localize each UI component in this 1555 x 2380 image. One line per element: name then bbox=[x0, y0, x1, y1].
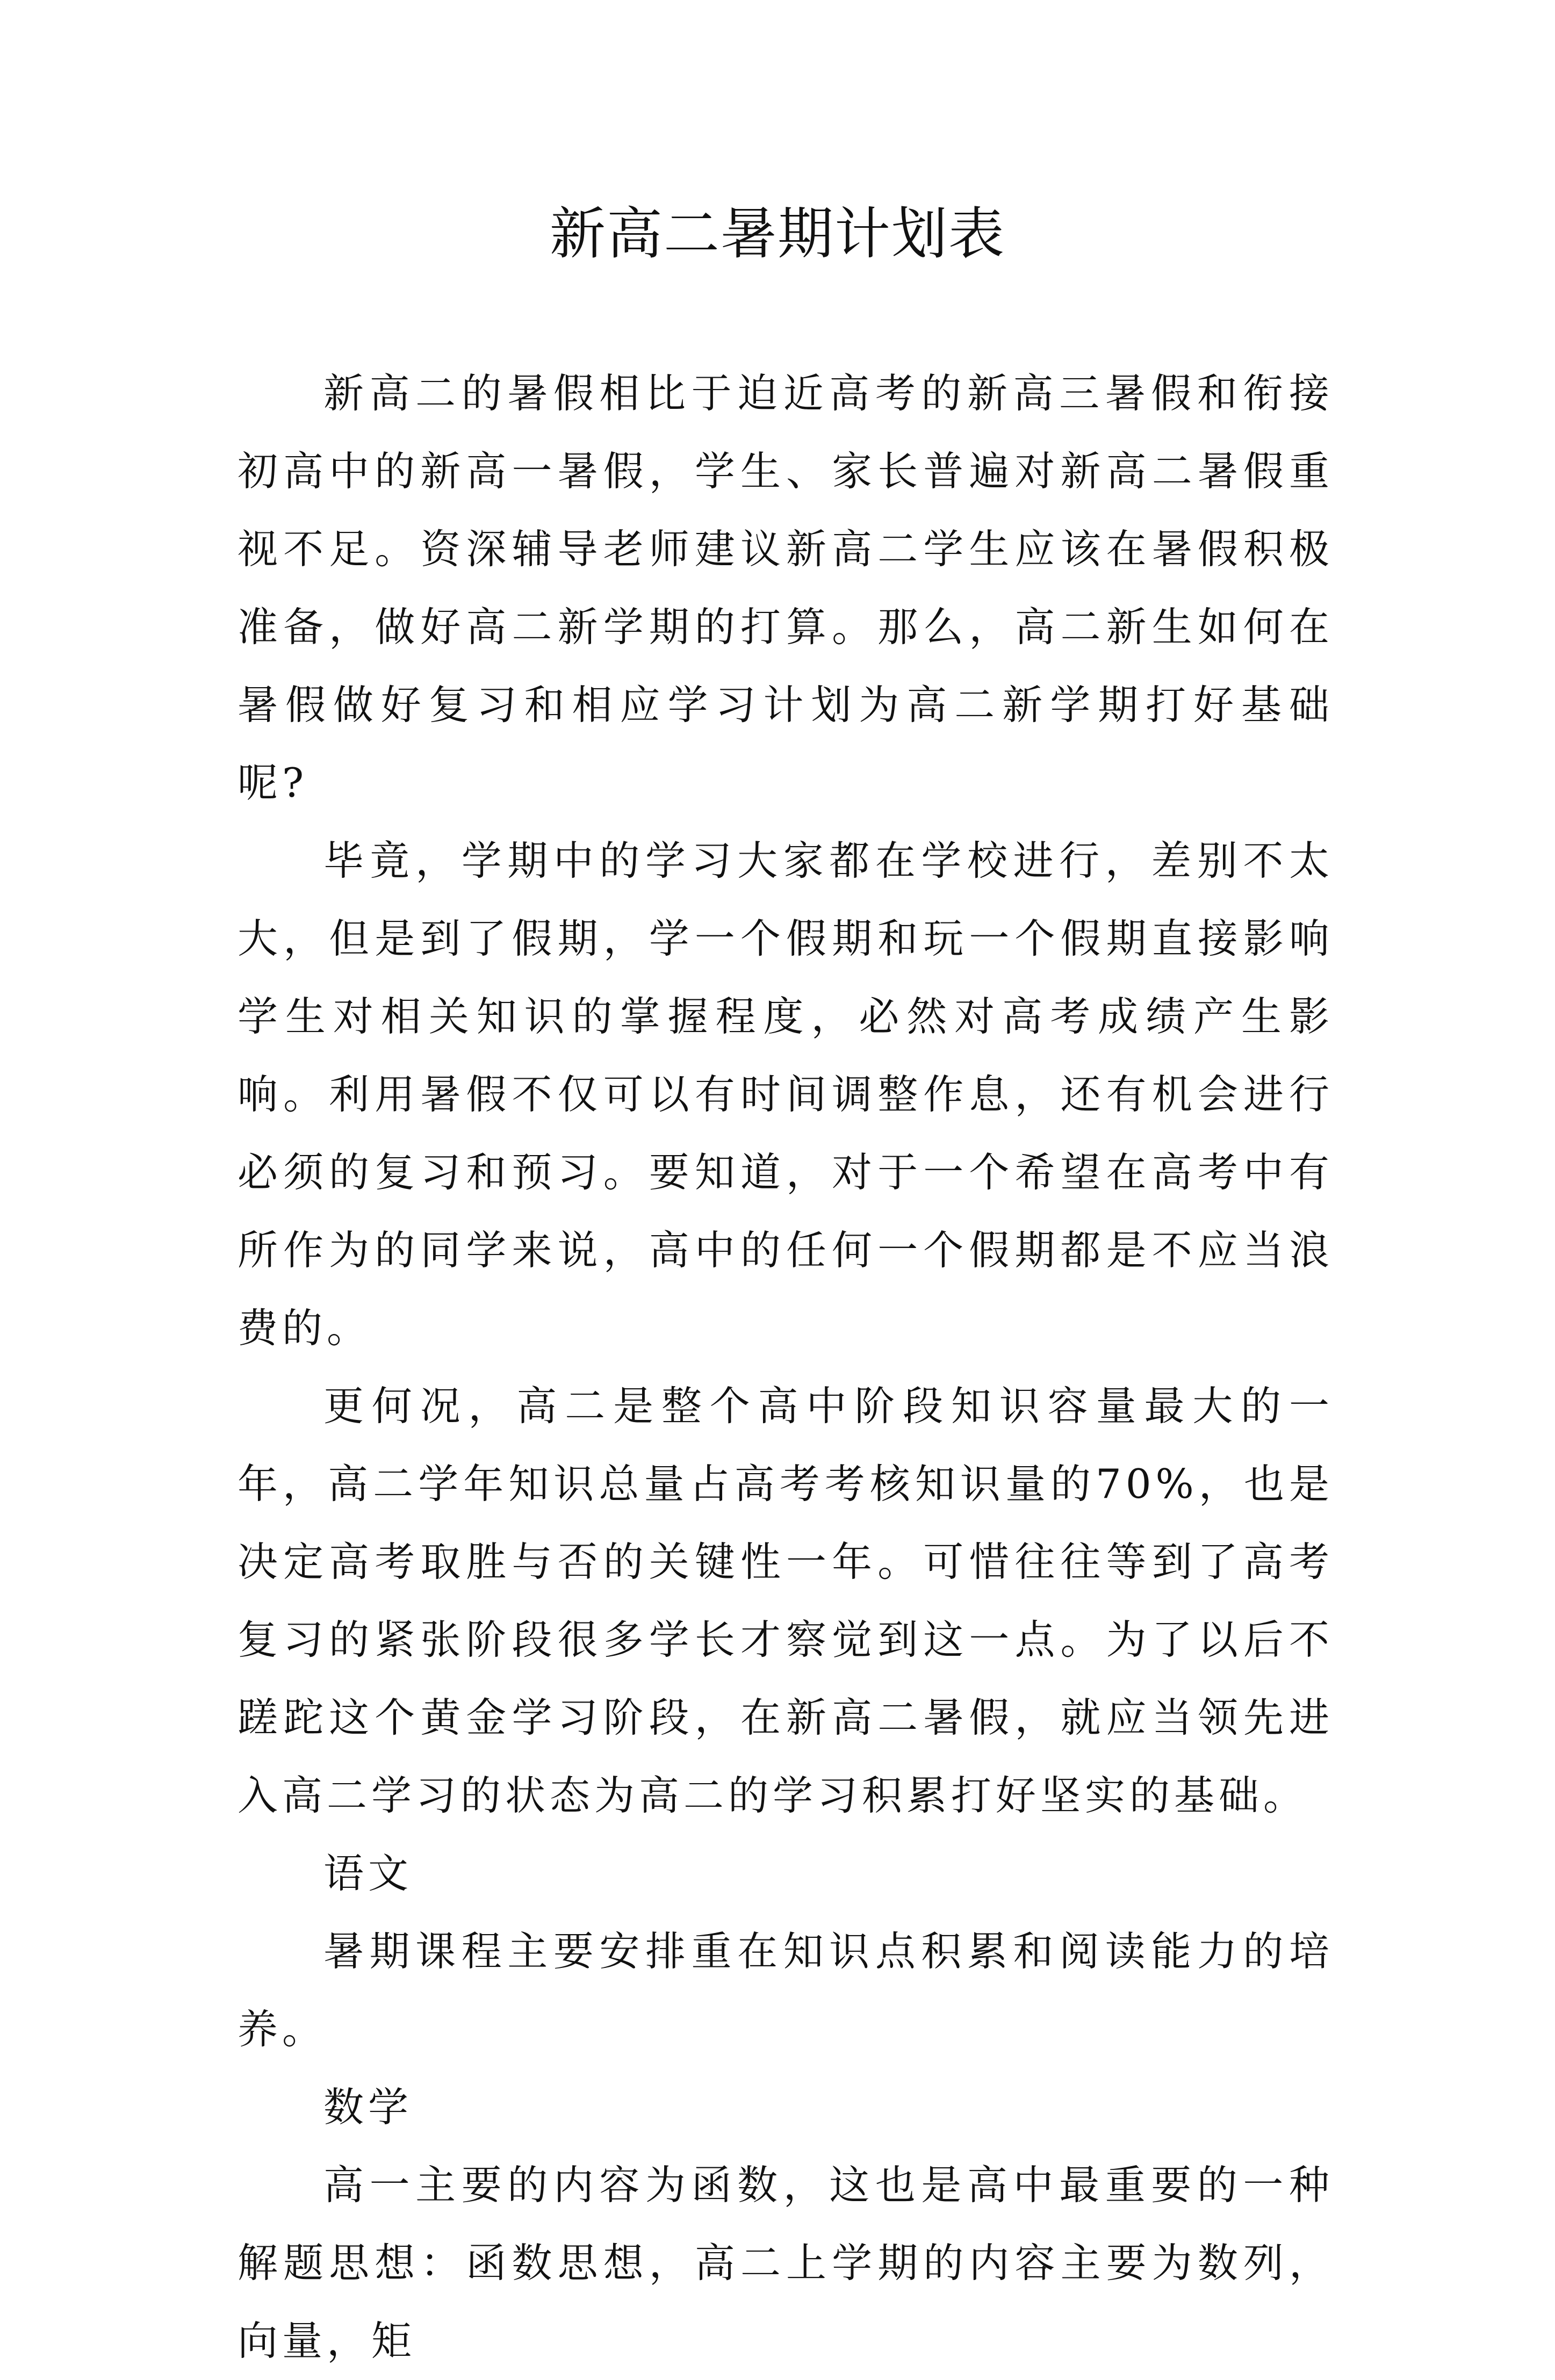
paragraph-chinese-plan: 暑期课程主要安排重在知识点积累和阅读能力的培养。 bbox=[237, 1928, 1334, 2053]
paragraph-math-plan: 高一主要的内容为函数，这也是高中最重要的一种解题思想：函数思想，高二上学期的内容主要为数列，向量，矩 bbox=[237, 2161, 1334, 2364]
document-body bbox=[237, 355, 1334, 2380]
paragraph-grade-two-importance: 更何况，高二是整个高中阶段知识容量最大的一年，高二学年知识总量占高考考核知识量的70%，也是决定高考取胜与否的关键性一年。可惜往往等到了高考复习的紧张阶段很多学长才察觉到这一点。为了以后不蹉跎这个黄金学习阶段，在新高二暑假，就应当领先进入高二学习的状态为高二的学习积累打好坚实的基础。 bbox=[237, 1382, 1334, 1819]
paragraph-intro: 新高二的暑假相比于迫近高考的新高三暑假和衔接初高中的新高一暑假，学生、家长普遍对新高二暑假重视不足。资深辅导老师建议新高二学生应该在暑假积极准备，做好高二新学期的打算。那么，高二新生如何在暑假做好复习和相应学习计划为高二新学期打好基础呢? bbox=[237, 370, 1334, 806]
paragraph-holiday-importance: 毕竟，学期中的学习大家都在学校进行，差别不太大，但是到了假期，学一个假期和玩一个假期直接影响学生对相关知识的掌握程度，必然对高考成绩产生影响。利用暑假不仅可以有时间调整作息，还有机会进行必须的复习和预习。要知道，对于一个希望在高考中有所作为的同学来说，高中的任何一个假期都是不应当浪费的。 bbox=[237, 837, 1334, 1352]
page-title: 新高二暑期计划表 bbox=[549, 201, 1005, 266]
section-heading-math: 数学 bbox=[323, 2083, 413, 2131]
section-heading-chinese: 语文 bbox=[323, 1850, 413, 1897]
